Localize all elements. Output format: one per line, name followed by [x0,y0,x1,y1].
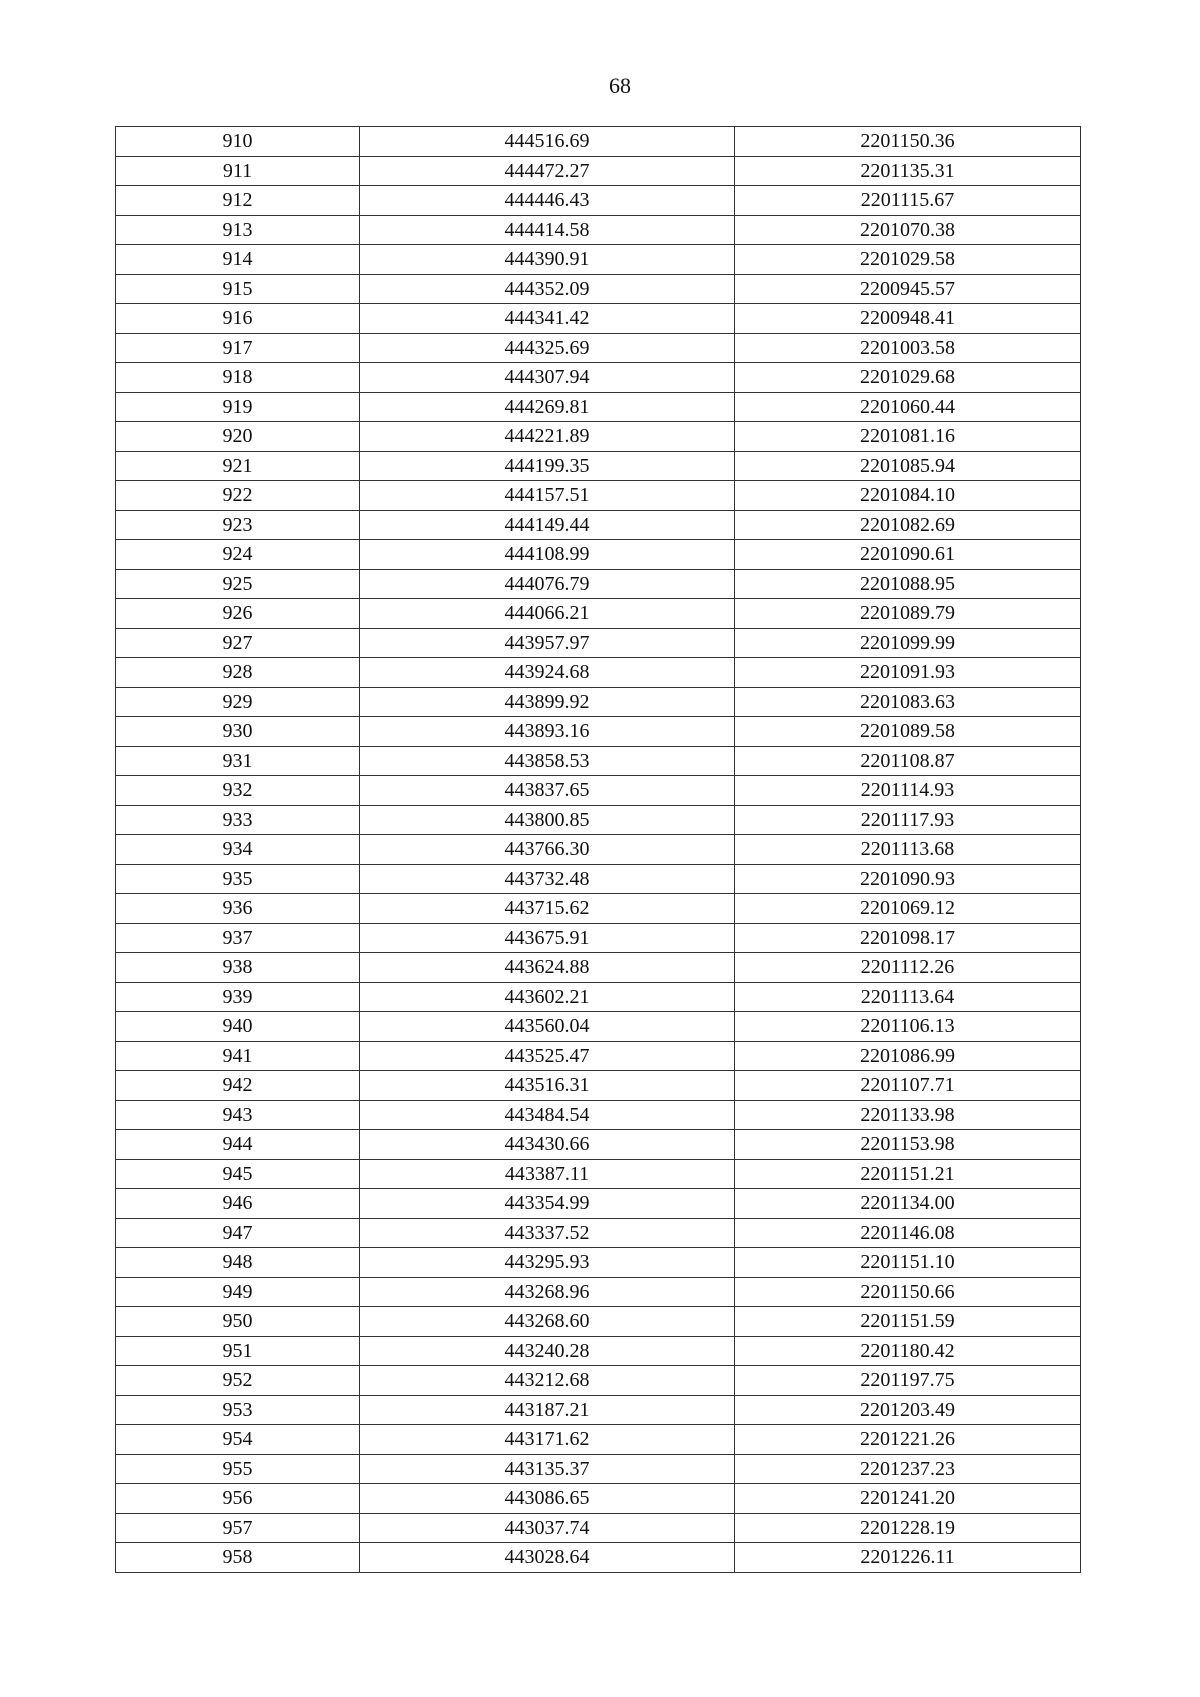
point-number-cell: 945 [116,1159,360,1189]
table-row [116,1189,1081,1219]
table-row [116,658,1081,688]
point-number-cell: 930 [116,717,360,747]
x-coordinate-cell: 443893.16 [360,717,735,747]
y-coordinate-cell: 2201113.68 [735,835,1081,865]
point-number-cell: 944 [116,1130,360,1160]
table-row [116,1454,1081,1484]
y-coordinate-cell: 2201086.99 [735,1041,1081,1071]
table-row [116,923,1081,953]
y-coordinate-cell: 2201070.38 [735,215,1081,245]
coordinates-table-body [116,127,1081,1573]
point-number-cell: 929 [116,687,360,717]
point-number-cell: 953 [116,1395,360,1425]
y-coordinate-cell: 2201226.11 [735,1543,1081,1573]
point-number-cell: 946 [116,1189,360,1219]
y-coordinate-cell: 2201133.98 [735,1100,1081,1130]
x-coordinate-cell: 443732.48 [360,864,735,894]
table-row [116,392,1081,422]
table-row [116,1336,1081,1366]
point-number-cell: 947 [116,1218,360,1248]
coordinates-table [115,126,1081,1573]
table-row [116,1366,1081,1396]
table-row [116,540,1081,570]
x-coordinate-cell: 444108.99 [360,540,735,570]
point-number-cell: 922 [116,481,360,511]
y-coordinate-cell: 2201090.61 [735,540,1081,570]
point-number-cell: 938 [116,953,360,983]
y-coordinate-cell: 2201003.58 [735,333,1081,363]
y-coordinate-cell: 2201113.64 [735,982,1081,1012]
x-coordinate-cell: 443037.74 [360,1513,735,1543]
point-number-cell: 920 [116,422,360,452]
point-number-cell: 949 [116,1277,360,1307]
x-coordinate-cell: 443602.21 [360,982,735,1012]
x-coordinate-cell: 443624.88 [360,953,735,983]
y-coordinate-cell: 2201150.36 [735,127,1081,157]
point-number-cell: 941 [116,1041,360,1071]
table-row [116,304,1081,334]
y-coordinate-cell: 2201089.79 [735,599,1081,629]
point-number-cell: 934 [116,835,360,865]
table-row [116,687,1081,717]
table-row [116,864,1081,894]
table-row [116,215,1081,245]
y-coordinate-cell: 2201241.20 [735,1484,1081,1514]
table-row [116,1307,1081,1337]
y-coordinate-cell: 2201069.12 [735,894,1081,924]
y-coordinate-cell: 2201237.23 [735,1454,1081,1484]
table-row [116,1425,1081,1455]
y-coordinate-cell: 2201083.63 [735,687,1081,717]
x-coordinate-cell: 443560.04 [360,1012,735,1042]
x-coordinate-cell: 444325.69 [360,333,735,363]
x-coordinate-cell: 443354.99 [360,1189,735,1219]
page-number: 68 [609,73,631,98]
point-number-cell: 956 [116,1484,360,1514]
table-row [116,628,1081,658]
x-coordinate-cell: 444516.69 [360,127,735,157]
x-coordinate-cell: 443484.54 [360,1100,735,1130]
table-row [116,569,1081,599]
y-coordinate-cell: 2201146.08 [735,1218,1081,1248]
x-coordinate-cell: 443766.30 [360,835,735,865]
table-row [116,1071,1081,1101]
table-row [116,894,1081,924]
y-coordinate-cell: 2201153.98 [735,1130,1081,1160]
point-number-cell: 933 [116,805,360,835]
x-coordinate-cell: 443086.65 [360,1484,735,1514]
table-row [116,1100,1081,1130]
point-number-cell: 923 [116,510,360,540]
point-number-cell: 931 [116,746,360,776]
x-coordinate-cell: 443675.91 [360,923,735,953]
table-row [116,1513,1081,1543]
table-row [116,1130,1081,1160]
point-number-cell: 928 [116,658,360,688]
x-coordinate-cell: 443135.37 [360,1454,735,1484]
x-coordinate-cell: 443858.53 [360,746,735,776]
x-coordinate-cell: 443957.97 [360,628,735,658]
y-coordinate-cell: 2201081.16 [735,422,1081,452]
point-number-cell: 914 [116,245,360,275]
x-coordinate-cell: 444341.42 [360,304,735,334]
point-number-cell: 957 [116,1513,360,1543]
y-coordinate-cell: 2201084.10 [735,481,1081,511]
y-coordinate-cell: 2201029.58 [735,245,1081,275]
table-row [116,1159,1081,1189]
table-row [116,717,1081,747]
point-number-cell: 950 [116,1307,360,1337]
y-coordinate-cell: 2201114.93 [735,776,1081,806]
x-coordinate-cell: 443240.28 [360,1336,735,1366]
x-coordinate-cell: 444149.44 [360,510,735,540]
y-coordinate-cell: 2201106.13 [735,1012,1081,1042]
table-row [116,274,1081,304]
table-row [116,451,1081,481]
table-row [116,1484,1081,1514]
point-number-cell: 925 [116,569,360,599]
table-row [116,1012,1081,1042]
point-number-cell: 952 [116,1366,360,1396]
point-number-cell: 943 [116,1100,360,1130]
point-number-cell: 951 [116,1336,360,1366]
y-coordinate-cell: 2201099.99 [735,628,1081,658]
y-coordinate-cell: 2201082.69 [735,510,1081,540]
point-number-cell: 926 [116,599,360,629]
table-row [116,510,1081,540]
table-row [116,481,1081,511]
point-number-cell: 921 [116,451,360,481]
x-coordinate-cell: 444414.58 [360,215,735,245]
x-coordinate-cell: 443516.31 [360,1071,735,1101]
table-row [116,1041,1081,1071]
x-coordinate-cell: 444269.81 [360,392,735,422]
point-number-cell: 918 [116,363,360,393]
y-coordinate-cell: 2201151.59 [735,1307,1081,1337]
x-coordinate-cell: 443387.11 [360,1159,735,1189]
x-coordinate-cell: 443525.47 [360,1041,735,1071]
y-coordinate-cell: 2201091.93 [735,658,1081,688]
x-coordinate-cell: 443028.64 [360,1543,735,1573]
x-coordinate-cell: 444472.27 [360,156,735,186]
x-coordinate-cell: 443715.62 [360,894,735,924]
x-coordinate-cell: 444199.35 [360,451,735,481]
x-coordinate-cell: 443171.62 [360,1425,735,1455]
table-row [116,186,1081,216]
point-number-cell: 942 [116,1071,360,1101]
y-coordinate-cell: 2201228.19 [735,1513,1081,1543]
table-row [116,333,1081,363]
point-number-cell: 936 [116,894,360,924]
table-row [116,245,1081,275]
point-number-cell: 919 [116,392,360,422]
x-coordinate-cell: 443924.68 [360,658,735,688]
y-coordinate-cell: 2201060.44 [735,392,1081,422]
table-row [116,805,1081,835]
x-coordinate-cell: 443187.21 [360,1395,735,1425]
table-row [116,953,1081,983]
x-coordinate-cell: 443837.65 [360,776,735,806]
point-number-cell: 913 [116,215,360,245]
y-coordinate-cell: 2201098.17 [735,923,1081,953]
y-coordinate-cell: 2201221.26 [735,1425,1081,1455]
point-number-cell: 911 [116,156,360,186]
y-coordinate-cell: 2201115.67 [735,186,1081,216]
x-coordinate-cell: 444446.43 [360,186,735,216]
point-number-cell: 937 [116,923,360,953]
table-row [116,127,1081,157]
y-coordinate-cell: 2201135.31 [735,156,1081,186]
x-coordinate-cell: 443295.93 [360,1248,735,1278]
x-coordinate-cell: 444221.89 [360,422,735,452]
y-coordinate-cell: 2201117.93 [735,805,1081,835]
y-coordinate-cell: 2200948.41 [735,304,1081,334]
table-row [116,982,1081,1012]
x-coordinate-cell: 444066.21 [360,599,735,629]
point-number-cell: 917 [116,333,360,363]
x-coordinate-cell: 443800.85 [360,805,735,835]
table-row [116,599,1081,629]
y-coordinate-cell: 2201112.26 [735,953,1081,983]
table-row [116,363,1081,393]
y-coordinate-cell: 2201090.93 [735,864,1081,894]
y-coordinate-cell: 2201203.49 [735,1395,1081,1425]
point-number-cell: 939 [116,982,360,1012]
x-coordinate-cell: 443430.66 [360,1130,735,1160]
x-coordinate-cell: 443337.52 [360,1218,735,1248]
x-coordinate-cell: 444352.09 [360,274,735,304]
point-number-cell: 948 [116,1248,360,1278]
x-coordinate-cell: 444307.94 [360,363,735,393]
point-number-cell: 910 [116,127,360,157]
x-coordinate-cell: 443212.68 [360,1366,735,1396]
y-coordinate-cell: 2201150.66 [735,1277,1081,1307]
y-coordinate-cell: 2201029.68 [735,363,1081,393]
x-coordinate-cell: 444157.51 [360,481,735,511]
y-coordinate-cell: 2201089.58 [735,717,1081,747]
y-coordinate-cell: 2201085.94 [735,451,1081,481]
table-row [116,776,1081,806]
y-coordinate-cell: 2201088.95 [735,569,1081,599]
y-coordinate-cell: 2201197.75 [735,1366,1081,1396]
x-coordinate-cell: 443268.96 [360,1277,735,1307]
table-row [116,1543,1081,1573]
table-row [116,422,1081,452]
y-coordinate-cell: 2201180.42 [735,1336,1081,1366]
y-coordinate-cell: 2201108.87 [735,746,1081,776]
y-coordinate-cell: 2200945.57 [735,274,1081,304]
y-coordinate-cell: 2201134.00 [735,1189,1081,1219]
table-row [116,746,1081,776]
point-number-cell: 924 [116,540,360,570]
x-coordinate-cell: 443899.92 [360,687,735,717]
point-number-cell: 954 [116,1425,360,1455]
y-coordinate-cell: 2201107.71 [735,1071,1081,1101]
point-number-cell: 912 [116,186,360,216]
point-number-cell: 958 [116,1543,360,1573]
point-number-cell: 916 [116,304,360,334]
point-number-cell: 935 [116,864,360,894]
point-number-cell: 927 [116,628,360,658]
y-coordinate-cell: 2201151.21 [735,1159,1081,1189]
x-coordinate-cell: 444390.91 [360,245,735,275]
table-row [116,1248,1081,1278]
x-coordinate-cell: 444076.79 [360,569,735,599]
table-row [116,1277,1081,1307]
table-row [116,1395,1081,1425]
x-coordinate-cell: 443268.60 [360,1307,735,1337]
point-number-cell: 955 [116,1454,360,1484]
y-coordinate-cell: 2201151.10 [735,1248,1081,1278]
table-row [116,1218,1081,1248]
table-row [116,156,1081,186]
point-number-cell: 940 [116,1012,360,1042]
point-number-cell: 915 [116,274,360,304]
table-row [116,835,1081,865]
point-number-cell: 932 [116,776,360,806]
